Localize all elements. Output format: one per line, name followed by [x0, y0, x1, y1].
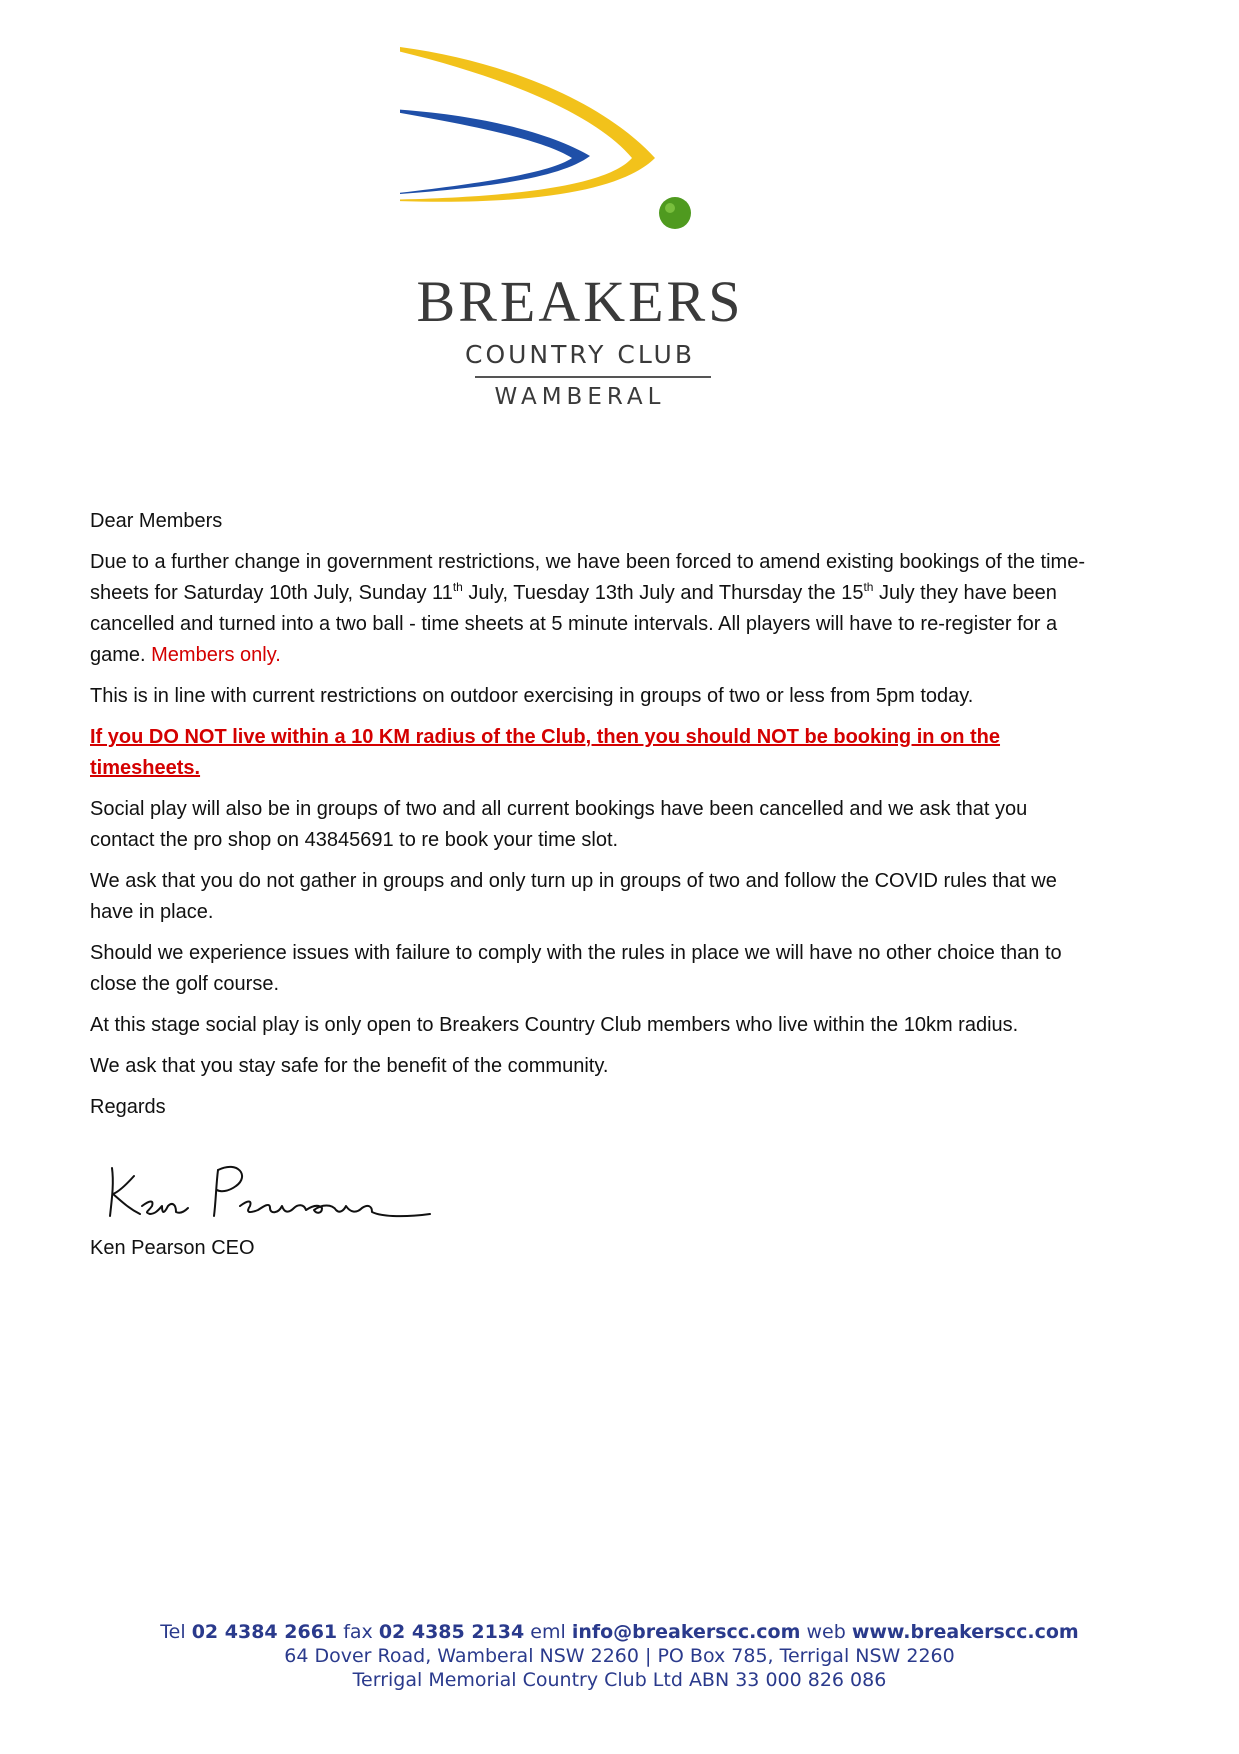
brand-name: BREAKERS [416, 269, 744, 334]
paragraph-booking-change: Due to a further change in government restrictions, we have been forced to amend existing bookings of the time-sheets for Saturday 10th July, Sunday 11th July, Tuesday 13th July and Thursday the 15th July they have been cancelled and turned into a two ball - time sheets at 5 minute intervals. All players will have to re-register for a game. Members only. [90, 551, 1085, 666]
paragraph-social-play: Social play will also be in groups of two and all current bookings have been cancelled and we ask that you contact the pro shop on 43845691 to re book your time slot. [90, 798, 1028, 851]
paragraph-compliance: Should we experience issues with failure to comply with the rules in place we will have no other choice than to close the golf course. [90, 942, 1062, 995]
phone-number[interactable]: 02 4384 2661 [191, 1621, 338, 1643]
club-logo [400, 38, 760, 418]
footer-contact [0, 1620, 1239, 1692]
website-link[interactable]: www.breakerscc.com [851, 1621, 1079, 1643]
signoff-name: Ken Pearson CEO [90, 1237, 255, 1259]
footer-address: 64 Dover Road, Wamberal NSW 2260 | PO Box 785, Terrigal NSW 2260 [284, 1645, 955, 1667]
paragraph-restrictions: This is in line with current restrictions on outdoor exercising in groups of two or less from 5pm today. [90, 685, 974, 707]
footer-contact-line: Tel 02 4384 2661 fax 02 4385 2134 eml info@breakerscc.com web www.breakerscc.com [160, 1621, 1079, 1643]
fax-number: 02 4385 2134 [378, 1621, 525, 1643]
paragraph-stay-safe: We ask that you stay safe for the benefit of the community. [90, 1055, 609, 1077]
brand-divider [475, 376, 711, 378]
email-link[interactable]: info@breakerscc.com [571, 1621, 801, 1643]
letter-body [90, 506, 1090, 1133]
paragraph-members-radius: At this stage social play is only open to Breakers Country Club members who live within the 10km radius. [90, 1014, 1019, 1036]
signature [100, 1148, 500, 1228]
brand-location: WAMBERAL [494, 384, 666, 410]
handwritten-signature-icon [100, 1148, 500, 1228]
paragraph-gathering: We ask that you do not gather in groups and only turn up in groups of two and follow the COVID rules that we have in place. [90, 870, 1057, 923]
members-only-note: Members only. [145, 644, 281, 666]
closing: Regards [90, 1096, 166, 1118]
brand-subtitle: COUNTRY CLUB [465, 340, 695, 369]
boomerang-logo-icon [400, 38, 760, 278]
greeting: Dear Members [90, 510, 223, 532]
footer-company: Terrigal Memorial Country Club Ltd ABN 33 000 826 086 [352, 1669, 887, 1691]
radius-warning: If you DO NOT live within a 10 KM radius of the Club, then you should NOT be booking in on the timesheets. [90, 726, 1001, 779]
